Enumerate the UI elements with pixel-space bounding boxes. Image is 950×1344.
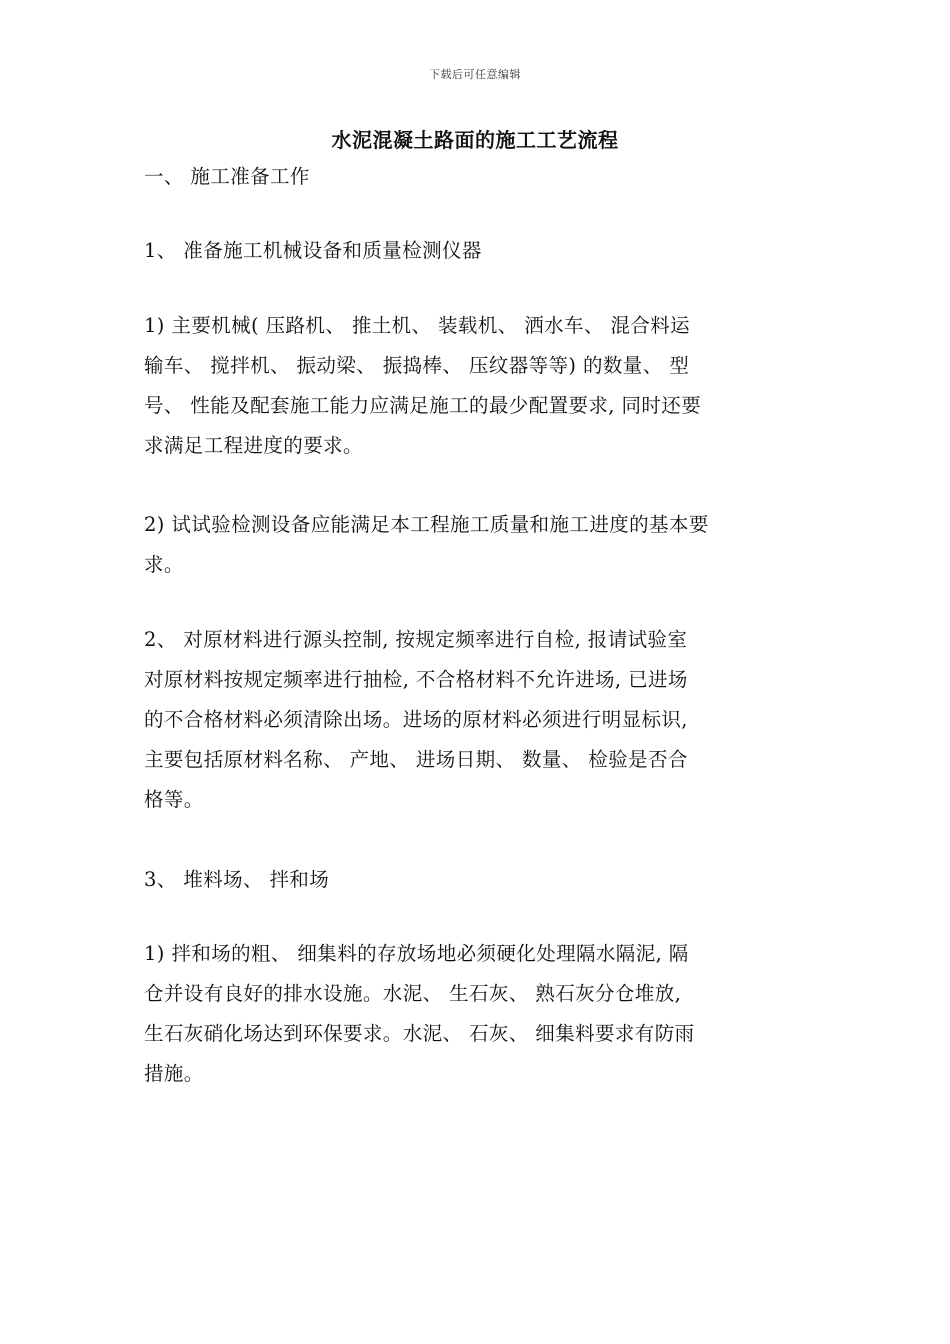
- text-line: 对原材料按规定频率进行抽检, 不合格材料不允许进场, 已进场: [144, 668, 688, 691]
- section-heading-1: [144, 157, 814, 197]
- text-line: 2、 对原材料进行源头控制, 按规定频率进行自检, 报请试验室: [144, 628, 688, 651]
- text-line: 3、 堆料场、 拌和场: [144, 868, 330, 891]
- text-line: 求满足工程进度的要求。: [144, 434, 363, 457]
- text-line: 1) 主要机械( 压路机、 推土机、 装载机、 洒水车、 混合料运: [144, 314, 691, 337]
- text-line: 一、 施工准备工作: [144, 165, 310, 188]
- paragraph-machinery: [144, 306, 814, 466]
- document-title: 水泥混凝土路面的施工工艺流程: [331, 128, 619, 152]
- text-line: 1、 准备施工机械设备和质量检测仪器: [144, 239, 482, 262]
- text-line: 仓并设有良好的排水设施。水泥、 生石灰、 熟石灰分仓堆放,: [144, 982, 682, 1005]
- paragraph-raw-materials: [144, 620, 814, 820]
- paragraph-mixing-site: [144, 934, 814, 1094]
- text-line: 1) 拌和场的粗、 细集料的存放场地必须硬化处理隔水隔泥, 隔: [144, 942, 689, 965]
- text-line: 输车、 搅拌机、 振动梁、 振捣棒、 压纹器等等) 的数量、 型: [144, 354, 690, 377]
- text-line: 的不合格材料必须清除出场。进场的原材料必须进行明显标识,: [144, 708, 688, 731]
- header-note: 下载后可任意编辑: [429, 68, 521, 81]
- text-line: 求。: [144, 553, 184, 576]
- text-line: 措施。: [144, 1062, 204, 1085]
- subsection-heading-1: [144, 231, 814, 271]
- text-line: 号、 性能及配套施工能力应满足施工的最少配置要求, 同时还要: [144, 394, 702, 417]
- text-line: 2) 试试验检测设备应能满足本工程施工质量和施工进度的基本要: [144, 513, 709, 536]
- text-line: 格等。: [144, 788, 204, 811]
- text-line: 生石灰硝化场达到环保要求。水泥、 石灰、 细集料要求有防雨: [144, 1022, 695, 1045]
- paragraph-testing-equipment: [144, 505, 814, 585]
- subsection-heading-3: [144, 860, 814, 900]
- text-line: 主要包括原材料名称、 产地、 进场日期、 数量、 检验是否合: [144, 748, 688, 771]
